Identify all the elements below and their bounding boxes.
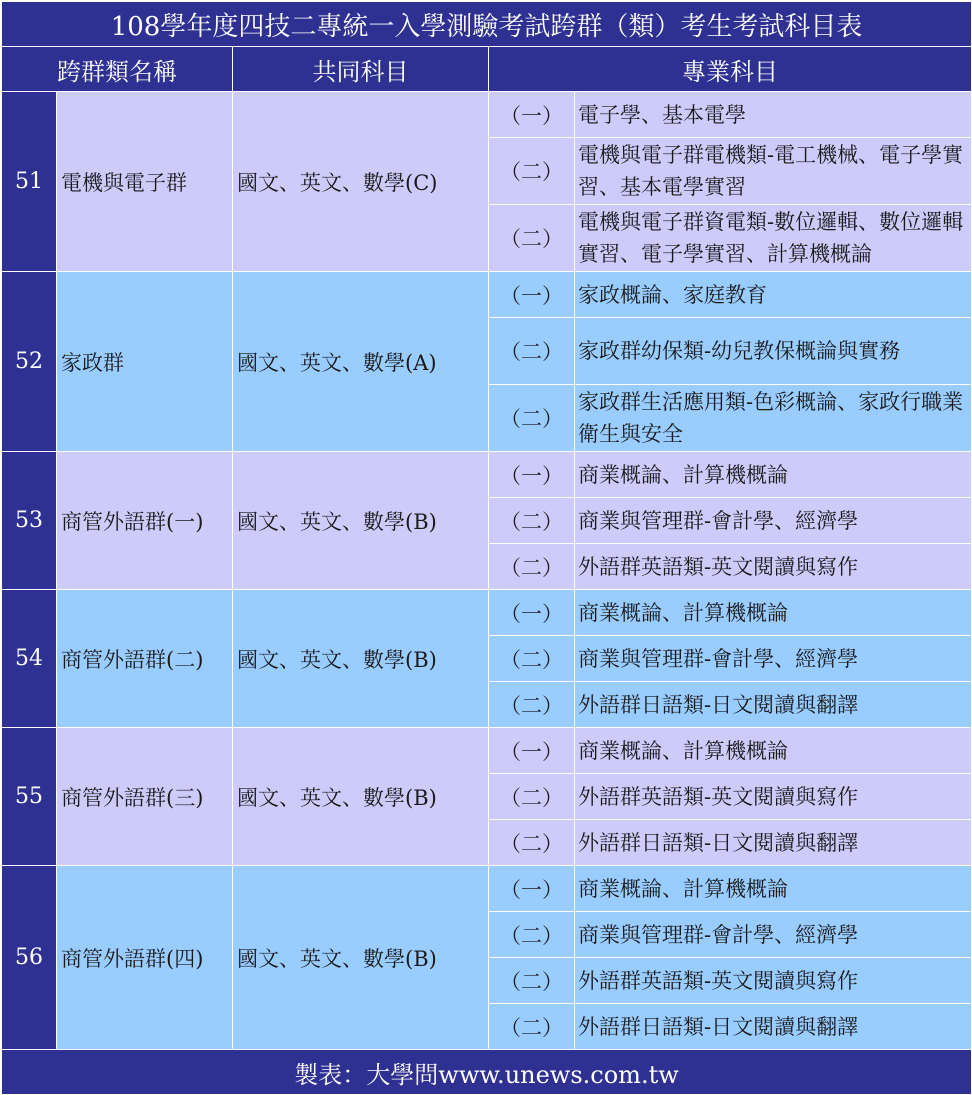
- table-row: [2, 452, 972, 498]
- group-name: 商管外語群(四): [57, 866, 233, 1050]
- subject-text: 外語群日語類-日文閱讀與翻譯: [575, 820, 972, 866]
- subject-text: 外語群日語類-日文閱讀與翻譯: [575, 682, 972, 728]
- group-name: 電機與電子群: [57, 92, 233, 272]
- table-row: [2, 866, 972, 912]
- subject-text: 電機與電子群資電類-數位邏輯、數位邏輯實習、電子學實習、計算機概論: [575, 205, 972, 272]
- subject-text: 商業概論、計算機概論: [575, 866, 972, 912]
- subject-text: 商業概論、計算機概論: [575, 452, 972, 498]
- header-major-subjects: 專業科目: [489, 47, 972, 92]
- subject-text: 家政群生活應用類-色彩概論、家政行職業衛生與安全: [575, 385, 972, 452]
- table-footer: 製表：大學問www.unews.com.tw: [2, 1050, 972, 1095]
- subject-label: （二）: [489, 682, 575, 728]
- subject-text: 商業與管理群-會計學、經濟學: [575, 636, 972, 682]
- group-code: 51: [2, 92, 57, 272]
- subject-text: 商業概論、計算機概論: [575, 728, 972, 774]
- subject-label: （一）: [489, 272, 575, 318]
- subject-text: 外語群英語類-英文閱讀與寫作: [575, 544, 972, 590]
- subject-text: 商業與管理群-會計學、經濟學: [575, 912, 972, 958]
- subject-label: （二）: [489, 205, 575, 272]
- group-name: 商管外語群(一): [57, 452, 233, 590]
- table-row: [2, 590, 972, 636]
- subject-label: （二）: [489, 774, 575, 820]
- table-title: 108學年度四技二專統一入學測驗考試跨群（類）考生考試科目表: [2, 2, 972, 47]
- subject-label: （二）: [489, 138, 575, 205]
- subject-text: 商業概論、計算機概論: [575, 590, 972, 636]
- exam-subjects-table: [1, 1, 972, 1095]
- common-subjects: 國文、英文、數學(B): [233, 866, 489, 1050]
- table-body: [2, 92, 972, 1050]
- subject-label: （一）: [489, 728, 575, 774]
- header-common-subjects: 共同科目: [233, 47, 489, 92]
- subject-text: 外語群英語類-英文閱讀與寫作: [575, 958, 972, 1004]
- table-row: [2, 92, 972, 138]
- common-subjects: 國文、英文、數學(B): [233, 728, 489, 866]
- header-group-name: 跨群類名稱: [2, 47, 233, 92]
- subject-label: （二）: [489, 912, 575, 958]
- subject-text: 電子學、基本電學: [575, 92, 972, 138]
- common-subjects: 國文、英文、數學(B): [233, 590, 489, 728]
- group-code: 55: [2, 728, 57, 866]
- subject-label: （二）: [489, 958, 575, 1004]
- subject-text: 家政群幼保類-幼兒教保概論與實務: [575, 318, 972, 385]
- subject-label: （一）: [489, 866, 575, 912]
- table-row: [2, 728, 972, 774]
- subject-text: 商業與管理群-會計學、經濟學: [575, 498, 972, 544]
- subject-label: （二）: [489, 1004, 575, 1050]
- subject-label: （二）: [489, 318, 575, 385]
- common-subjects: 國文、英文、數學(A): [233, 272, 489, 452]
- subject-label: （二）: [489, 498, 575, 544]
- group-name: 商管外語群(三): [57, 728, 233, 866]
- subject-label: （二）: [489, 385, 575, 452]
- group-code: 54: [2, 590, 57, 728]
- common-subjects: 國文、英文、數學(C): [233, 92, 489, 272]
- subject-text: 外語群日語類-日文閱讀與翻譯: [575, 1004, 972, 1050]
- subject-label: （一）: [489, 92, 575, 138]
- group-name: 家政群: [57, 272, 233, 452]
- group-code: 53: [2, 452, 57, 590]
- subject-label: （二）: [489, 636, 575, 682]
- subject-text: 電機與電子群電機類-電工機械、電子學實習、基本電學實習: [575, 138, 972, 205]
- common-subjects: 國文、英文、數學(B): [233, 452, 489, 590]
- subject-text: 家政概論、家庭教育: [575, 272, 972, 318]
- group-code: 56: [2, 866, 57, 1050]
- group-name: 商管外語群(二): [57, 590, 233, 728]
- subject-text: 外語群英語類-英文閱讀與寫作: [575, 774, 972, 820]
- subject-label: （一）: [489, 590, 575, 636]
- subject-label: （二）: [489, 820, 575, 866]
- table-row: [2, 272, 972, 318]
- subject-label: （一）: [489, 452, 575, 498]
- subject-label: （二）: [489, 544, 575, 590]
- group-code: 52: [2, 272, 57, 452]
